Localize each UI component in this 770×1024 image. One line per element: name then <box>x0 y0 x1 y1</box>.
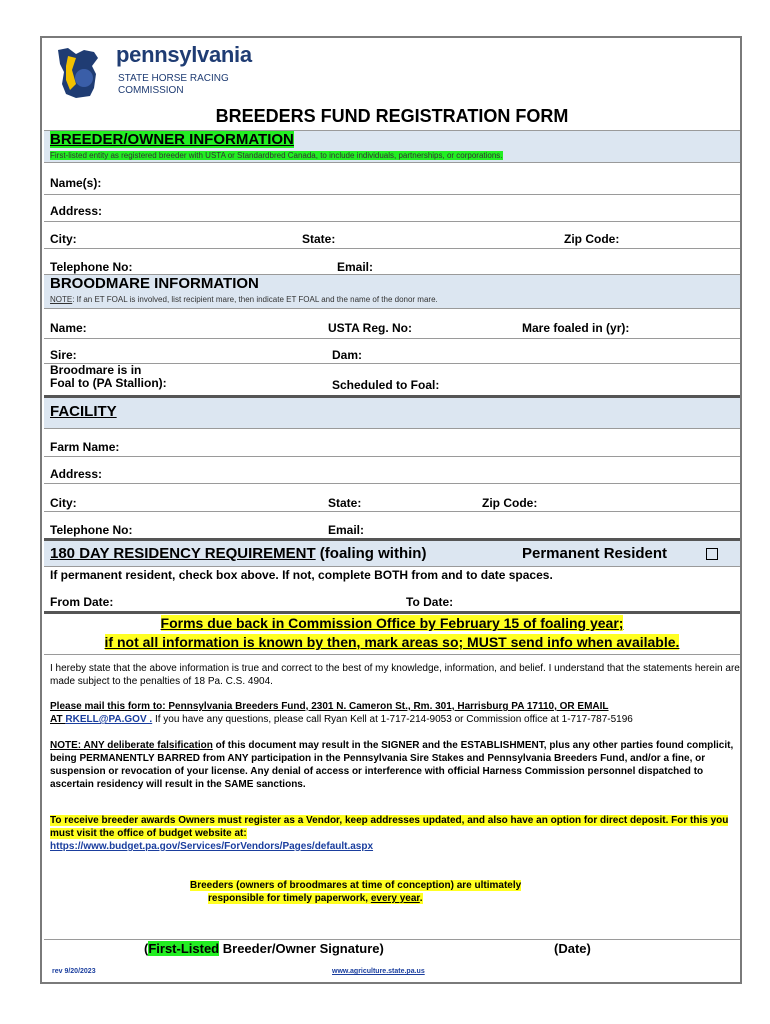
commission-logo <box>54 44 294 102</box>
divider <box>44 162 740 163</box>
mail-instructions: Please mail this form to: Pennsylvania Breeders Fund, 2301 N. Cameron St., Rm. 301, Harrisburg PA 17110, OR EMAIL AT RKELL@PA.GOV . If you have any questions, please call Ryan Kell at 1-717-214-9053 or Commission office at 1-717-787-5196 <box>50 701 633 725</box>
breeder-city-label: City: <box>50 232 77 246</box>
divider <box>44 221 740 222</box>
breeder-email-label: Email: <box>337 260 374 274</box>
breeder-names-label: Name(s): <box>50 176 102 190</box>
to-date-label: To Date: <box>406 595 454 609</box>
divider <box>44 248 740 249</box>
divider <box>44 511 740 512</box>
in-foal-label: Broodmare is in Foal to (PA Stallion): <box>50 363 167 390</box>
facility-email-label: Email: <box>328 523 365 537</box>
divider <box>44 566 740 567</box>
divider <box>44 308 740 309</box>
farm-name-label: Farm Name: <box>50 440 120 454</box>
permanent-resident-checkbox[interactable] <box>706 548 718 560</box>
falsification-warning: NOTE: ANY deliberate falsification of this document may result in the SIGNER and the ESTABLISHMENT, plus any other parties found complicit, being PERMANENTLY BARRED from ANY participation in the Pennsylvania Sire Stakes and Pennsylvania Breeders Fund, and/or a fine, or suspension or revocation of your license. Any denial of access or interference with official Harness Commission personnel dispatched to ascertain residency will result in the SAME sanctions. <box>50 740 734 790</box>
responsibility-notice: Breeders (owners of broodmares at time of conception) are ultimately responsible for timely paperwork, every year. <box>190 880 522 904</box>
breeder-address-label: Address: <box>50 204 103 218</box>
sire-label: Sire: <box>50 348 77 362</box>
revision-label: rev 9/20/2023 <box>52 968 96 975</box>
breeder-state-label: State: <box>302 232 336 246</box>
horse-keystone-icon <box>54 44 114 102</box>
mare-usta-label: USTA Reg. No: <box>328 321 412 335</box>
broodmare-section-title: BROODMARE INFORMATION <box>50 275 259 292</box>
divider <box>44 654 740 655</box>
breeder-note: First-listed entity as registered breeder with USTA or Standardbred Canada, to include individuals, partnerships, or corporations. <box>50 151 503 160</box>
mare-foaled-label: Mare foaled in (yr): <box>522 321 630 335</box>
brand-name: pennsylvania <box>116 42 252 67</box>
facility-zip-label: Zip Code: <box>482 496 538 510</box>
residency-title: 180 DAY RESIDENCY REQUIREMENT (foaling within) <box>50 545 427 562</box>
breeder-section-title: BREEDER/OWNER INFORMATION <box>50 131 294 148</box>
signature-line <box>44 939 740 940</box>
facility-state-label: State: <box>328 496 362 510</box>
broodmare-note: NOTE: If an ET FOAL is involved, list recipient mare, then indicate ET FOAL and the name of the donor mare. <box>50 295 438 304</box>
date-label: (Date) <box>554 941 591 956</box>
mare-name-label: Name: <box>50 321 87 335</box>
permanent-resident-label: Permanent Resident <box>522 545 668 562</box>
brand-line-2: COMMISSION <box>118 85 184 96</box>
section-divider <box>44 538 740 541</box>
deadline-notice: Forms due back in Commission Office by February 15 of foaling year; if not all information is known by then, mark areas so; MUST send info when available. <box>104 615 680 650</box>
divider <box>44 456 740 457</box>
divider <box>44 194 740 195</box>
breeder-telephone-label: Telephone No: <box>50 260 133 274</box>
facility-telephone-label: Telephone No: <box>50 523 133 537</box>
brand-subtitle <box>118 73 229 97</box>
scheduled-foal-label: Scheduled to Foal: <box>332 378 440 392</box>
form-title: BREEDERS FUND REGISTRATION FORM <box>215 106 569 126</box>
registration-form <box>40 36 742 984</box>
breeder-zip-label: Zip Code: <box>564 232 620 246</box>
agriculture-website-link[interactable]: www.agriculture.state.pa.us <box>332 968 425 975</box>
from-date-label: From Date: <box>50 595 114 609</box>
statement-text: I hereby state that the above information is true and correct to the best of my knowledge, information, and belief. I understand that the statements herein are made subject to the penalties of 18 Pa. C.S. 4904. <box>50 663 740 687</box>
vendor-notice: To receive breeder awards Owners must register as a Vendor, keep addresses updated, and also have an option for direct deposit. For this you must visit the office of budget website at: https://www.budget.pa.gov/Services/ForVendors/Pages/default.aspx <box>50 815 729 852</box>
residency-instruction: If permanent resident, check box above. If not, complete BOTH from and to date spaces. <box>50 568 553 582</box>
brand-line-1: STATE HORSE RACING <box>118 73 229 84</box>
divider <box>44 338 740 339</box>
email-link[interactable]: RKELL@PA.GOV . <box>65 714 153 725</box>
divider <box>44 483 740 484</box>
facility-city-label: City: <box>50 496 77 510</box>
facility-address-label: Address: <box>50 467 103 481</box>
facility-section-band <box>44 398 740 428</box>
dam-label: Dam: <box>332 348 363 362</box>
budget-website-link[interactable]: https://www.budget.pa.gov/Services/ForVendors/Pages/default.aspx <box>50 841 374 852</box>
signature-label: (First-Listed Breeder/Owner Signature) <box>144 941 384 956</box>
divider <box>44 428 740 429</box>
facility-section-title: FACILITY <box>50 403 117 420</box>
